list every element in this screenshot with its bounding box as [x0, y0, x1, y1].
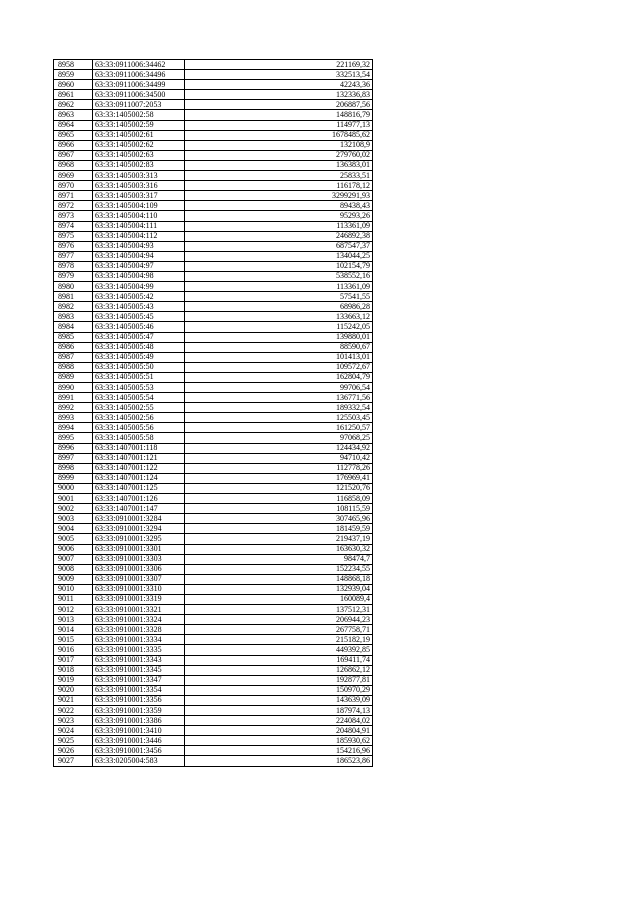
value-cell: 163630,32	[185, 544, 373, 554]
value-cell: 98474,7	[185, 554, 373, 564]
cadastral-number-cell: 63:33:1407001:125	[93, 483, 185, 493]
value-cell: 112778,26	[185, 463, 373, 473]
row-number-cell: 8974	[54, 221, 93, 231]
cadastral-number-cell: 63:33:0910001:3294	[93, 524, 185, 534]
cadastral-number-cell: 63:33:0911006:34496	[93, 70, 185, 80]
cadastral-number-cell: 63:33:1405004:97	[93, 261, 185, 271]
row-number-cell: 8970	[54, 181, 93, 191]
cadastral-number-cell: 63:33:0910001:3324	[93, 615, 185, 625]
table-row	[54, 695, 373, 705]
cadastral-number-cell: 63:33:1405002:63	[93, 150, 185, 160]
table-row	[54, 251, 373, 261]
table-row	[54, 271, 373, 281]
cadastral-number-cell: 63:33:1405005:50	[93, 362, 185, 372]
row-number-cell: 8996	[54, 443, 93, 453]
cadastral-number-cell: 63:33:0911006:34500	[93, 90, 185, 100]
value-cell: 116858,09	[185, 494, 373, 504]
value-cell: 161250,57	[185, 423, 373, 433]
value-cell: 25833,51	[185, 171, 373, 181]
row-number-cell: 8993	[54, 413, 93, 423]
row-number-cell: 8976	[54, 241, 93, 251]
table-row	[54, 423, 373, 433]
table-row	[54, 201, 373, 211]
value-cell: 125503,45	[185, 413, 373, 423]
table-row	[54, 231, 373, 241]
table-row	[54, 736, 373, 746]
row-number-cell: 8975	[54, 231, 93, 241]
value-cell: 113361,09	[185, 282, 373, 292]
table-row	[54, 342, 373, 352]
table-row	[54, 181, 373, 191]
cadastral-number-cell: 63:33:0910001:3303	[93, 554, 185, 564]
value-cell: 139880,01	[185, 332, 373, 342]
value-cell: 101413,01	[185, 352, 373, 362]
row-number-cell: 8995	[54, 433, 93, 443]
table-row	[54, 302, 373, 312]
value-cell: 187974,13	[185, 706, 373, 716]
value-cell: 267758,71	[185, 625, 373, 635]
row-number-cell: 8998	[54, 463, 93, 473]
cadastral-number-cell: 63:33:0911007:2053	[93, 100, 185, 110]
table-row	[54, 584, 373, 594]
cadastral-number-cell: 63:33:0910001:3335	[93, 645, 185, 655]
value-cell: 94710,42	[185, 453, 373, 463]
value-cell: 185930,62	[185, 736, 373, 746]
table-row	[54, 685, 373, 695]
row-number-cell: 9020	[54, 685, 93, 695]
row-number-cell: 8979	[54, 271, 93, 281]
row-number-cell: 8989	[54, 372, 93, 382]
cadastral-number-cell: 63:33:1405002:83	[93, 160, 185, 170]
table-row	[54, 241, 373, 251]
row-number-cell: 9012	[54, 605, 93, 615]
row-number-cell: 9014	[54, 625, 93, 635]
cadastral-number-cell: 63:33:1405005:54	[93, 393, 185, 403]
cadastral-number-cell: 63:33:0910001:3334	[93, 635, 185, 645]
row-number-cell: 8958	[54, 60, 93, 70]
table-row	[54, 393, 373, 403]
cadastral-number-cell: 63:33:1405005:45	[93, 312, 185, 322]
table-row	[54, 746, 373, 756]
cadastral-number-cell: 63:33:0910001:3321	[93, 605, 185, 615]
value-cell: 124434,92	[185, 443, 373, 453]
value-cell: 176969,41	[185, 473, 373, 483]
table-row	[54, 544, 373, 554]
row-number-cell: 8985	[54, 332, 93, 342]
table-row	[54, 665, 373, 675]
table-row	[54, 150, 373, 160]
row-number-cell: 8969	[54, 171, 93, 181]
value-cell: 332513,54	[185, 70, 373, 80]
cadastral-number-cell: 63:33:0910001:3446	[93, 736, 185, 746]
value-cell: 132336,83	[185, 90, 373, 100]
row-number-cell: 8971	[54, 191, 93, 201]
value-cell: 150970,29	[185, 685, 373, 695]
cadastral-number-cell: 63:33:1407001:122	[93, 463, 185, 473]
cadastral-number-cell: 63:33:0910001:3328	[93, 625, 185, 635]
value-cell: 219437,19	[185, 534, 373, 544]
table-row	[54, 433, 373, 443]
row-number-cell: 8973	[54, 211, 93, 221]
value-cell: 221169,32	[185, 60, 373, 70]
row-number-cell: 8987	[54, 352, 93, 362]
row-number-cell: 8968	[54, 160, 93, 170]
row-number-cell: 9013	[54, 615, 93, 625]
table-row	[54, 756, 373, 766]
value-cell: 113361,09	[185, 221, 373, 231]
value-cell: 449392,85	[185, 645, 373, 655]
value-cell: 121520,76	[185, 483, 373, 493]
cadastral-number-cell: 63:33:0911006:34499	[93, 80, 185, 90]
table-row	[54, 534, 373, 544]
row-number-cell: 9005	[54, 534, 93, 544]
cadastral-number-cell: 63:33:1405004:110	[93, 211, 185, 221]
value-cell: 246892,38	[185, 231, 373, 241]
row-number-cell: 9016	[54, 645, 93, 655]
cadastral-number-cell: 63:33:1405002:55	[93, 403, 185, 413]
row-number-cell: 8963	[54, 110, 93, 120]
cadastral-number-cell: 63:33:0911006:34462	[93, 60, 185, 70]
value-cell: 189332,54	[185, 403, 373, 413]
table-row	[54, 292, 373, 302]
row-number-cell: 8964	[54, 120, 93, 130]
table-row	[54, 635, 373, 645]
value-cell: 95293,26	[185, 211, 373, 221]
row-number-cell: 8977	[54, 251, 93, 261]
table-row	[54, 383, 373, 393]
row-number-cell: 8983	[54, 312, 93, 322]
row-number-cell: 9026	[54, 746, 93, 756]
row-number-cell: 9025	[54, 736, 93, 746]
value-cell: 136383,01	[185, 160, 373, 170]
cadastral-number-cell: 63:33:0910001:3410	[93, 726, 185, 736]
value-cell: 137512,31	[185, 605, 373, 615]
row-number-cell: 9015	[54, 635, 93, 645]
cadastral-number-cell: 63:33:1405005:42	[93, 292, 185, 302]
value-cell: 279760,02	[185, 150, 373, 160]
table-row	[54, 372, 373, 382]
table-body	[54, 60, 373, 767]
row-number-cell: 8988	[54, 362, 93, 372]
row-number-cell: 9010	[54, 584, 93, 594]
row-number-cell: 8960	[54, 80, 93, 90]
table-row	[54, 130, 373, 140]
table-row	[54, 352, 373, 362]
row-number-cell: 8991	[54, 393, 93, 403]
cadastral-number-cell: 63:33:0910001:3319	[93, 594, 185, 604]
table-row	[54, 494, 373, 504]
value-cell: 538552,16	[185, 271, 373, 281]
cadastral-number-cell: 63:33:1405003:313	[93, 171, 185, 181]
value-cell: 154216,96	[185, 746, 373, 756]
value-cell: 132939,04	[185, 584, 373, 594]
value-cell: 160089,4	[185, 594, 373, 604]
cadastral-number-cell: 63:33:1405005:43	[93, 302, 185, 312]
cadastral-number-cell: 63:33:0910001:3345	[93, 665, 185, 675]
row-number-cell: 9021	[54, 695, 93, 705]
row-number-cell: 9011	[54, 594, 93, 604]
table-row	[54, 443, 373, 453]
value-cell: 108115,59	[185, 504, 373, 514]
row-number-cell: 8962	[54, 100, 93, 110]
value-cell: 215182,19	[185, 635, 373, 645]
table-row	[54, 191, 373, 201]
table-row	[54, 554, 373, 564]
table-row	[54, 473, 373, 483]
table-row	[54, 483, 373, 493]
row-number-cell: 8990	[54, 383, 93, 393]
value-cell: 97068,25	[185, 433, 373, 443]
row-number-cell: 8965	[54, 130, 93, 140]
row-number-cell: 8994	[54, 423, 93, 433]
cadastral-number-cell: 63:33:1405005:58	[93, 433, 185, 443]
cadastral-number-cell: 63:33:1407001:118	[93, 443, 185, 453]
cadastral-number-cell: 63:33:1405003:316	[93, 181, 185, 191]
cadastral-number-cell: 63:33:1407001:126	[93, 494, 185, 504]
table-row	[54, 706, 373, 716]
value-cell: 169411,74	[185, 655, 373, 665]
cadastral-number-cell: 63:33:1405003:317	[93, 191, 185, 201]
row-number-cell: 9019	[54, 675, 93, 685]
cadastral-number-cell: 63:33:1405004:99	[93, 282, 185, 292]
table-row	[54, 514, 373, 524]
table-row	[54, 504, 373, 514]
table-row	[54, 403, 373, 413]
value-cell: 206887,56	[185, 100, 373, 110]
row-number-cell: 8999	[54, 473, 93, 483]
cadastral-number-cell: 63:33:0910001:3356	[93, 695, 185, 705]
row-number-cell: 9001	[54, 494, 93, 504]
table-row	[54, 574, 373, 584]
table-row	[54, 140, 373, 150]
row-number-cell: 9009	[54, 574, 93, 584]
data-table	[53, 59, 373, 767]
value-cell: 3299291,93	[185, 191, 373, 201]
cadastral-number-cell: 63:33:0910001:3354	[93, 685, 185, 695]
row-number-cell: 9004	[54, 524, 93, 534]
row-number-cell: 9023	[54, 716, 93, 726]
row-number-cell: 8982	[54, 302, 93, 312]
table-row	[54, 413, 373, 423]
cadastral-number-cell: 63:33:1407001:124	[93, 473, 185, 483]
row-number-cell: 8959	[54, 70, 93, 80]
value-cell: 204804,91	[185, 726, 373, 736]
value-cell: 1678485,62	[185, 130, 373, 140]
table-row	[54, 675, 373, 685]
row-number-cell: 8980	[54, 282, 93, 292]
value-cell: 133663,12	[185, 312, 373, 322]
table-row	[54, 463, 373, 473]
table-row	[54, 615, 373, 625]
value-cell: 116178,12	[185, 181, 373, 191]
table-row	[54, 211, 373, 221]
value-cell: 152234,55	[185, 564, 373, 574]
cadastral-number-cell: 63:33:1405005:49	[93, 352, 185, 362]
row-number-cell: 9027	[54, 756, 93, 766]
table-row	[54, 322, 373, 332]
row-number-cell: 8992	[54, 403, 93, 413]
cadastral-number-cell: 63:33:0910001:3347	[93, 675, 185, 685]
cadastral-number-cell: 63:33:1405002:59	[93, 120, 185, 130]
cadastral-number-cell: 63:33:0910001:3456	[93, 746, 185, 756]
value-cell: 57541,55	[185, 292, 373, 302]
row-number-cell: 9007	[54, 554, 93, 564]
row-number-cell: 8997	[54, 453, 93, 463]
row-number-cell: 9006	[54, 544, 93, 554]
table-row	[54, 160, 373, 170]
table-row	[54, 70, 373, 80]
row-number-cell: 8966	[54, 140, 93, 150]
value-cell: 126862,12	[185, 665, 373, 675]
value-cell: 68986,28	[185, 302, 373, 312]
row-number-cell: 9024	[54, 726, 93, 736]
row-number-cell: 8972	[54, 201, 93, 211]
value-cell: 148816,79	[185, 110, 373, 120]
value-cell: 102154,79	[185, 261, 373, 271]
table-row	[54, 524, 373, 534]
table-row	[54, 453, 373, 463]
value-cell: 192877,81	[185, 675, 373, 685]
table-row	[54, 90, 373, 100]
cadastral-number-cell: 63:33:1405004:111	[93, 221, 185, 231]
table-row	[54, 110, 373, 120]
cadastral-number-cell: 63:33:1405005:48	[93, 342, 185, 352]
value-cell: 114977,13	[185, 120, 373, 130]
cadastral-number-cell: 63:33:0910001:3359	[93, 706, 185, 716]
value-cell: 132108,9	[185, 140, 373, 150]
table-row	[54, 605, 373, 615]
cadastral-number-cell: 63:33:0910001:3301	[93, 544, 185, 554]
cadastral-number-cell: 63:33:1405005:53	[93, 383, 185, 393]
value-cell: 99706,54	[185, 383, 373, 393]
value-cell: 148868,18	[185, 574, 373, 584]
cadastral-number-cell: 63:33:0910001:3343	[93, 655, 185, 665]
cadastral-number-cell: 63:33:0910001:3284	[93, 514, 185, 524]
row-number-cell: 8967	[54, 150, 93, 160]
row-number-cell: 9002	[54, 504, 93, 514]
value-cell: 109572,67	[185, 362, 373, 372]
table-row	[54, 564, 373, 574]
cadastral-number-cell: 63:33:1405004:94	[93, 251, 185, 261]
cadastral-number-cell: 63:33:1407001:147	[93, 504, 185, 514]
cadastral-number-cell: 63:33:1405004:93	[93, 241, 185, 251]
cadastral-number-cell: 63:33:0910001:3310	[93, 584, 185, 594]
row-number-cell: 8981	[54, 292, 93, 302]
table-row	[54, 282, 373, 292]
cadastral-number-cell: 63:33:1405002:56	[93, 413, 185, 423]
table-row	[54, 645, 373, 655]
table-row	[54, 312, 373, 322]
table-row	[54, 221, 373, 231]
value-cell: 162804,79	[185, 372, 373, 382]
table-row	[54, 261, 373, 271]
cadastral-number-cell: 63:33:1405005:46	[93, 322, 185, 332]
value-cell: 115242,05	[185, 322, 373, 332]
table-row	[54, 625, 373, 635]
row-number-cell: 9000	[54, 483, 93, 493]
cadastral-number-cell: 63:33:1405004:112	[93, 231, 185, 241]
row-number-cell: 9022	[54, 706, 93, 716]
value-cell: 307465,96	[185, 514, 373, 524]
value-cell: 206944,23	[185, 615, 373, 625]
table-row	[54, 120, 373, 130]
cadastral-number-cell: 63:33:0910001:3386	[93, 716, 185, 726]
cadastral-number-cell: 63:33:0910001:3307	[93, 574, 185, 584]
value-cell: 88590,67	[185, 342, 373, 352]
table-row	[54, 726, 373, 736]
row-number-cell: 9017	[54, 655, 93, 665]
cadastral-number-cell: 63:33:1405002:61	[93, 130, 185, 140]
cadastral-number-cell: 63:33:1405005:51	[93, 372, 185, 382]
value-cell: 136771,56	[185, 393, 373, 403]
table-row	[54, 171, 373, 181]
value-cell: 687547,37	[185, 241, 373, 251]
row-number-cell: 9018	[54, 665, 93, 675]
table-row	[54, 362, 373, 372]
cadastral-number-cell: 63:33:0910001:3306	[93, 564, 185, 574]
row-number-cell: 9003	[54, 514, 93, 524]
row-number-cell: 8961	[54, 90, 93, 100]
cadastral-number-cell: 63:33:1405002:58	[93, 110, 185, 120]
table-row	[54, 332, 373, 342]
table-row	[54, 100, 373, 110]
table-row	[54, 594, 373, 604]
cadastral-number-cell: 63:33:0205004:583	[93, 756, 185, 766]
value-cell: 89438,43	[185, 201, 373, 211]
row-number-cell: 9008	[54, 564, 93, 574]
cadastral-number-cell: 63:33:0910001:3295	[93, 534, 185, 544]
value-cell: 42243,36	[185, 80, 373, 90]
value-cell: 224084,02	[185, 716, 373, 726]
row-number-cell: 8978	[54, 261, 93, 271]
cadastral-number-cell: 63:33:1405005:47	[93, 332, 185, 342]
row-number-cell: 8986	[54, 342, 93, 352]
cadastral-number-cell: 63:33:1405004:109	[93, 201, 185, 211]
table-row	[54, 80, 373, 90]
value-cell: 186523,86	[185, 756, 373, 766]
value-cell: 134044,25	[185, 251, 373, 261]
cadastral-number-cell: 63:33:1405004:98	[93, 271, 185, 281]
table-row	[54, 716, 373, 726]
cadastral-number-cell: 63:33:1405005:56	[93, 423, 185, 433]
table-row	[54, 655, 373, 665]
cadastral-number-cell: 63:33:1405002:62	[93, 140, 185, 150]
row-number-cell: 8984	[54, 322, 93, 332]
value-cell: 143639,09	[185, 695, 373, 705]
value-cell: 181459,59	[185, 524, 373, 534]
table-row	[54, 60, 373, 70]
cadastral-number-cell: 63:33:1407001:121	[93, 453, 185, 463]
